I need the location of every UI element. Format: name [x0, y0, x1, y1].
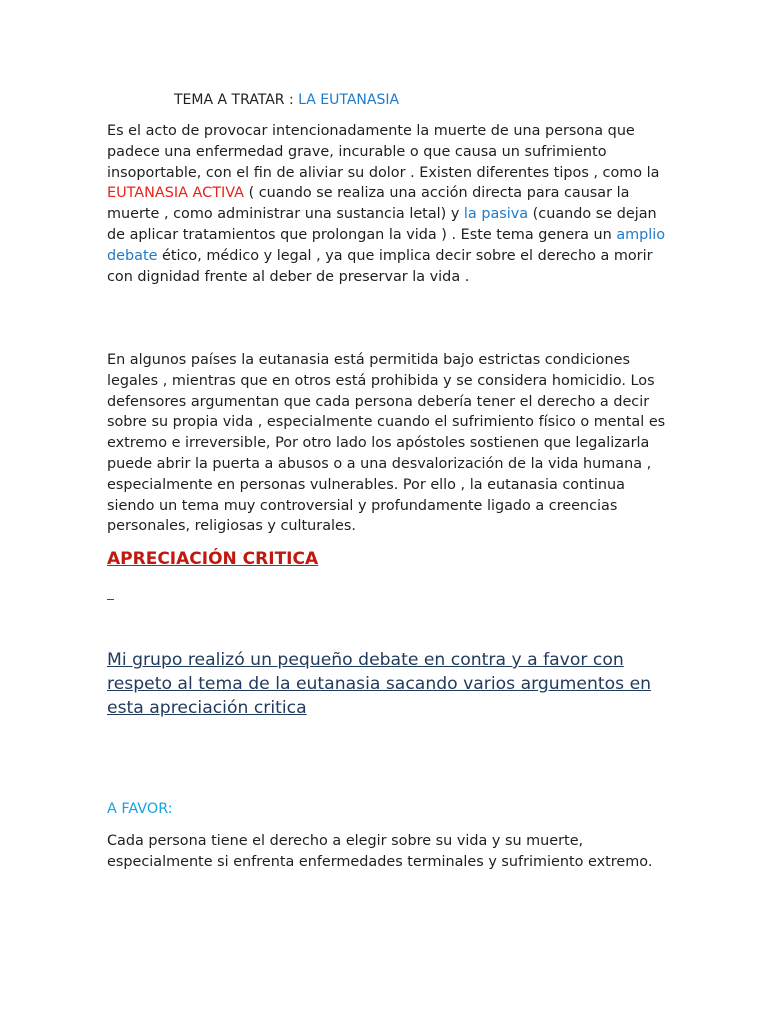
intro-text-3: (cuando se dejan de aplicar tratamientos que prolongan la vida ) . Este tema genera un: [107, 206, 657, 243]
topic-line: [174, 90, 399, 110]
critica-heading: APRECIACIÓN CRITICA: [107, 549, 319, 569]
intro-text-1: Es el acto de provocar intencionadamente la muerte de una persona que padece una enfermedad grave, incurable o que causa un sufrimiento insoportable, con el fin de aliviar su dolor . Existen diferentes tipos , como la: [107, 123, 660, 181]
favor-paragraph: Cada persona tiene el derecho a elegir sobre su vida y su muerte, especialmente si enfrenta enfermedades terminales y sufrimiento extremo.: [107, 833, 653, 870]
intro-paragraph: [107, 121, 667, 287]
intro-text-4: ético, médico y legal , ya que implica decir sobre el derecho a morir con dignidad frente al deber de preservar la vida .: [107, 247, 653, 285]
topic-prefix: TEMA A TRATAR :: [174, 92, 299, 108]
eutanasia-activa-term: EUTANASIA ACTIVA: [107, 185, 244, 202]
group-debate-heading: Mi grupo realizó un pequeño debate en contra y a favor con respeto al tema de la eutanasia sacando varios argumentos en esta apreciación critica: [107, 650, 652, 718]
intro-text-2: ( cuando se realiza una acción directa para causar la muerte , como administrar una sustancia letal) y: [107, 185, 630, 223]
topic-name: LA EUTANASIA: [298, 92, 400, 108]
debate-term: amplio debate: [107, 226, 666, 264]
favor-label: A FAVOR:: [107, 801, 173, 817]
pasiva-term: la pasiva: [463, 206, 529, 223]
empty-underlined-line: [107, 589, 114, 600]
context-paragraph: En algunos países la eutanasia está permitida bajo estrictas condiciones legales , mientras que en otros está prohibida y se considera homicidio. Los defensores argumentan que cada persona debería tener el derecho a decir sobre su propia vida , especialmente cuando el sufrimiento físico o mental es extremo e irreversible, Por otro lado los apóstoles sostienen que legalizarla puede abrir la puerta a abusos o a una desvalorización de la vida humana , especialmente en personas vulnerables. Por ello , la eutanasia continua siendo un tema muy controversial y profundamente ligado a creencias personales, religiosas y culturales.: [107, 352, 666, 535]
